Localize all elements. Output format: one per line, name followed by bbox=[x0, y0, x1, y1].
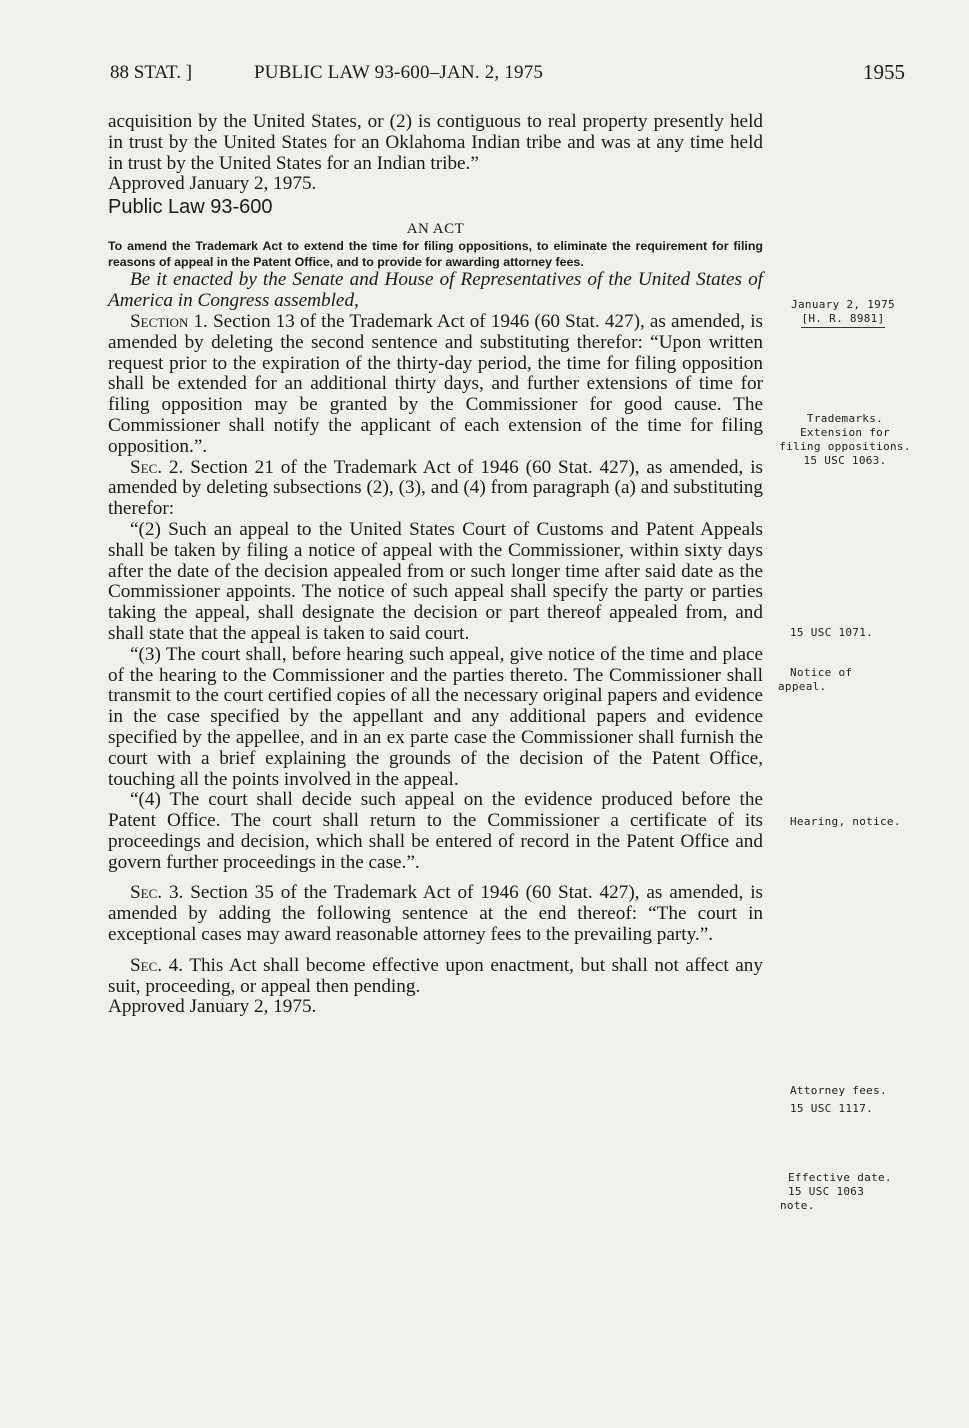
margin-effective-date: Effective date. bbox=[788, 1171, 892, 1184]
margin-note-effective-date bbox=[780, 1171, 920, 1213]
section-2 bbox=[108, 458, 763, 520]
enacting-clause: Be it enacted by the Senate and House of Representatives of the United States of America in Congress assembled, bbox=[108, 269, 763, 312]
margin-trademarks: Trademarks. bbox=[806, 412, 884, 425]
section-3 bbox=[108, 883, 763, 945]
margin-usc-1071: 15 USC 1071. bbox=[790, 626, 874, 639]
section-4 bbox=[108, 956, 763, 998]
section-4-label: Sec. 4. bbox=[130, 954, 184, 976]
section-2-subsection-2: “(2) Such an appeal to the United States Court of Customs and Patent Appeals shall be taken by filing a notice of appeal with the Commissioner, within sixty days after the date of the decision appealed from or such longer time after said date as the Commissioner appoints. The notice of such appeal shall specify the party or parties taking the appeal, shall designate the decision or part thereof appealed from, and shall state that the appeal is taken to said court. bbox=[108, 518, 763, 644]
page-number: 1955 bbox=[863, 60, 905, 84]
approval-line: Approved January 2, 1975. bbox=[108, 996, 317, 1018]
margin-note-date bbox=[778, 298, 908, 328]
margin-appeal: appeal. bbox=[778, 680, 827, 693]
margin-bill-number: [H. R. 8981] bbox=[801, 312, 884, 328]
margin-note-usc-1071 bbox=[790, 626, 930, 640]
section-1-text: Section 13 of the Trademark Act of 1946 (60 Stat. 427), as amended, is amended by deleting the second sentence and substituting therefor: “Upon written request prior to the expiration of the thirty-day period, the time for filing opposition shall be extended for an additional thirty days, and further extensions of time for filing opposition may be granted by the Commissioner for good cause. The Commissioner shall notify the applicant of each extension of the time for filing opposition.”. bbox=[108, 310, 763, 457]
margin-attorney-fees: Attorney fees. bbox=[790, 1084, 887, 1097]
margin-extension: Extension for bbox=[800, 426, 890, 439]
margin-date: January 2, 1975 bbox=[791, 298, 895, 311]
section-2-subsection-4: “(4) The court shall decide such appeal on the evidence produced before the Patent Office. The court shall return to the Commissioner a certificate of its proceedings and decision, which shall be entered of record in the Patent Office and govern further proceedings in the case.”. bbox=[108, 789, 763, 873]
margin-note-attorney-fees bbox=[790, 1084, 930, 1116]
margin-note-notice-of-appeal bbox=[778, 666, 918, 694]
margin-hearing-notice: Hearing, notice. bbox=[790, 815, 901, 828]
margin-note-hearing bbox=[790, 815, 930, 829]
margin-note-trademarks bbox=[772, 412, 918, 468]
margin-notice-of: Notice of bbox=[790, 666, 853, 679]
margin-usc-1063: 15 USC 1063. bbox=[803, 454, 887, 467]
section-2-text: Section 21 of the Trademark Act of 1946 (60 Stat. 427), as amended, is amended by deleting subsections (2), (3), and (4) from paragraph (a) and substituting therefor: bbox=[108, 456, 763, 520]
margin-usc-1063-note: 15 USC 1063 bbox=[788, 1185, 865, 1198]
section-3-text: Section 35 of the Trademark Act of 1946 (60 Stat. 427), as amended, is amended by adding the following sentence at the end thereof: “The court in exceptional cases may award reasonable attorney fees to the prevailing party.”. bbox=[108, 882, 763, 946]
running-head bbox=[110, 62, 905, 88]
margin-usc-1117: 15 USC 1117. bbox=[790, 1102, 874, 1115]
public-law-title: Public Law 93-600 bbox=[108, 196, 273, 219]
act-purpose: To amend the Trademark Act to extend the time for filing oppositions, to eliminate the requirement for filing reasons of appeal in the Patent Office, and to provide for awarding attorney fees. bbox=[108, 239, 763, 269]
running-title: PUBLIC LAW 93-600–JAN. 2, 1975 bbox=[254, 62, 544, 83]
an-act-heading: AN ACT bbox=[406, 221, 465, 238]
section-1 bbox=[108, 312, 763, 458]
volume-reference: 88 STAT. ] bbox=[110, 62, 193, 83]
section-1-label: Section 1. bbox=[130, 310, 208, 332]
margin-filing-oppositions: filing oppositions. bbox=[779, 440, 911, 453]
section-2-subsection-3: “(3) The court shall, before hearing such appeal, give notice of the time and place of the hearing to the Commissioner and the parties thereto. The Commissioner shall transmit to the court certified copies of all the necessary original papers and evidence in the case specified by the appellant and any additional papers and evidence specified by the appellee, and in an ex parte case the Commissioner shall furnish the court with a brief explaining the grounds of the decision of the Patent Office, touching all the points involved in the appeal. bbox=[108, 643, 763, 790]
carryover-approval-line: Approved January 2, 1975. bbox=[108, 173, 317, 195]
margin-note-word: note. bbox=[780, 1199, 815, 1212]
carryover-paragraph: acquisition by the United States, or (2) is contiguous to real property presently held in trust by the United States for an Oklahoma Indian tribe and was at any time held in trust by the United States for an Indian tribe.” bbox=[108, 111, 763, 174]
section-2-label: Sec. 2. bbox=[130, 456, 184, 478]
section-4-text: This Act shall become effective upon enactment, but shall not affect any suit, proceeding, or appeal then pending. bbox=[108, 954, 763, 997]
section-3-label: Sec. 3. bbox=[130, 882, 184, 904]
main-text-column bbox=[108, 112, 763, 1018]
